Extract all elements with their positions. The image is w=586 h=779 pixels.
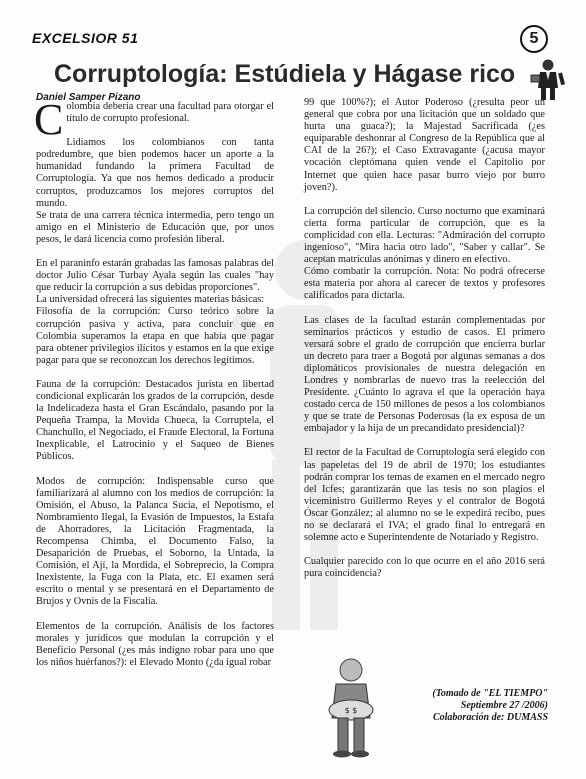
paragraph: Se trata de una carrera técnica intermedia, pero tengo un amigo en el Ministerio de Educación que, por unos pesos, le dará licencia como profesión liberal. [36,209,274,245]
paragraph: Las clases de la facultad estarán complementadas por seminarios prácticos y estudio de casos. El primero versará sobre el grado de corrupción que encierra burlar un decreto para traer a Bogotá por algunas semanas a dos diplomáticos provisionales de nuestra delegación en Londres y nombrarlas de nuevo tras la reelección del Presidente. ¿Cuánto lo agrava el que la operación haya costado cerca de 150 millones de pesos a los colombianos y que se trate de Personas Poderosas (la ex esposa de un embajador y la hija de un precandidato presidencial)? [304,314,545,435]
man-with-money-bag-icon [318,656,384,760]
paragraph: Cómo combatir la corrupción. Nota: No podrá ofrecerse esta materia por ahora al carecer de textos y profesores calificados para dictarla. [304,266,545,302]
paragraph: Lidiamos los colombianos con tanta podredumbre, que bien podemos hacer un aporte a la humanidad fundando la primera Facultad de Corruptología. Ya que nos hemos dedicado a producir corruptos, produzcamos los mejores corruptos del mundo. [36,137,274,209]
source-credit [388,688,548,724]
article-right-column [304,97,545,592]
paragraph: Cualquier parecido con lo que ocurre en el año 2016 será pura coincidencia? [304,556,545,580]
drop-cap: C [34,95,64,144]
paragraph: Modos de corrupción: Indispensable curso que familiarizará al alumno con los medios de corrupción: la Omisión, el Abuso, la Palanca Sucia, el Nepotismo, el Nombramiento Ilegal, la Evasión de Impuestos, la Estafa de Ahorradores, la Licitación Fragmentada, la Recompensa Chimba, el Documento Falso, la Desaparición de Pruebas, el Soborno, la Untada, la Comisión, el Ají, la Mordida, el Sobreprecio, la Compra Inexistente, la Fuga con la Plata, etc. El examen será escrito o mental y se presentará en el Departamento de Brujos y Ovnis de la Fiscalía. [36,475,274,608]
svg-text:$ $: $ $ [344,706,358,715]
paragraph: En el paraninfo estarán grabadas las famosas palabras del doctor Julio César Turbay Ayala según las cuales "hay que reducir la corrupción a sus debidas proporciones". [36,258,274,294]
paragraph: La universidad ofrecerá las siguientes materias básicas: [36,294,265,306]
paragraph: La corrupción del silencio. Curso nocturno que examinará cierta forma particular de corrupción, que es la complicidad con ella. Lecturas: "Admiración del corrupto ingenioso", "Mira hacia otro lado", "Saber y callar". Se aceptan matrículas anónimas y dinero en efectivo. [304,205,545,266]
paragraph: Filosofía de la corrupción: Curso teórico sobre la corrupción pasiva y activa, para concluir que en Colombia superamos la etapa en que había que pagar para obtener privilegios ilícitos y estamos en la que exige pagar para que se reconozcan los derechos legítimos. [36,306,274,366]
magazine-masthead: EXCELSIOR 51 [32,30,139,46]
paragraph: Elementos de la corrupción. Análisis de los factores morales y jurídicos que modulan la corrupción y el Beneficio Personal (¿es más indigno robar para uno que los niños huérfanos?): el Elevado Monto (¿da igual robar [36,620,274,668]
article-title: Corruptología: Estúdiela y Hágase rico [54,60,516,88]
paragraph: El rector de la Facultad de Corruptología será elegido con las papeletas del 19 de abril de 1970; los estudiantes podrán comprar los temas de examen en el mercado negro del Icfes; garantizarán que las tesis no son plagios el viceministro Guillermo Reyes y el contralor de Bogotá Óscar González; al alumno no se le expedirá recibo, pues no se declarará el IVA; el grado final lo entregará en solemne acto e Superintendente de Notariado y Registro. [304,447,545,544]
paragraph: 99 que 100%?); el Autor Poderoso (¿resulta peor un general que cobra por una licitación que un soldado que hurta una guaca?); la Majestad Sacrificada (¿es equiparable deshonrar al Congreso de la República que al CAI de la 26?); el Caso Extravagante (¿acusa mayor vocación cleptómana quien vende el Capitolio por Internet que quien hace pasar burro viejo por burro joven?). [304,97,545,193]
credit-contributor-line: Colaboración de: DUMASS [432,712,548,723]
page-number-badge: 5 [520,25,548,53]
credit-date-line: Septiembre 27 /2006) [460,700,548,711]
businessman-figure-icon [530,58,566,102]
credit-source-line: (Tomado de "EL TIEMPO" [432,688,548,699]
paragraph-text: olombia debería crear una facultad para otorgar el título de corrupto profesional. [66,101,274,125]
author-byline: Daniel Samper Pizano [36,92,141,103]
paragraph: Fauna de la corrupción: Destacados jurista en libertad condicional explicarán los grados de la corrupción, desde la Indelicadeza hasta el Gran Escándalo, pasando por la Pequeña Trampa, la Movida Chueca, la Corruptela, el Chanchullo, el Negociado, el Fraude Electoral, la Fortuna Inexplicable, el Latrocinio y el Saqueo de Bienes Públicos. [36,378,274,463]
